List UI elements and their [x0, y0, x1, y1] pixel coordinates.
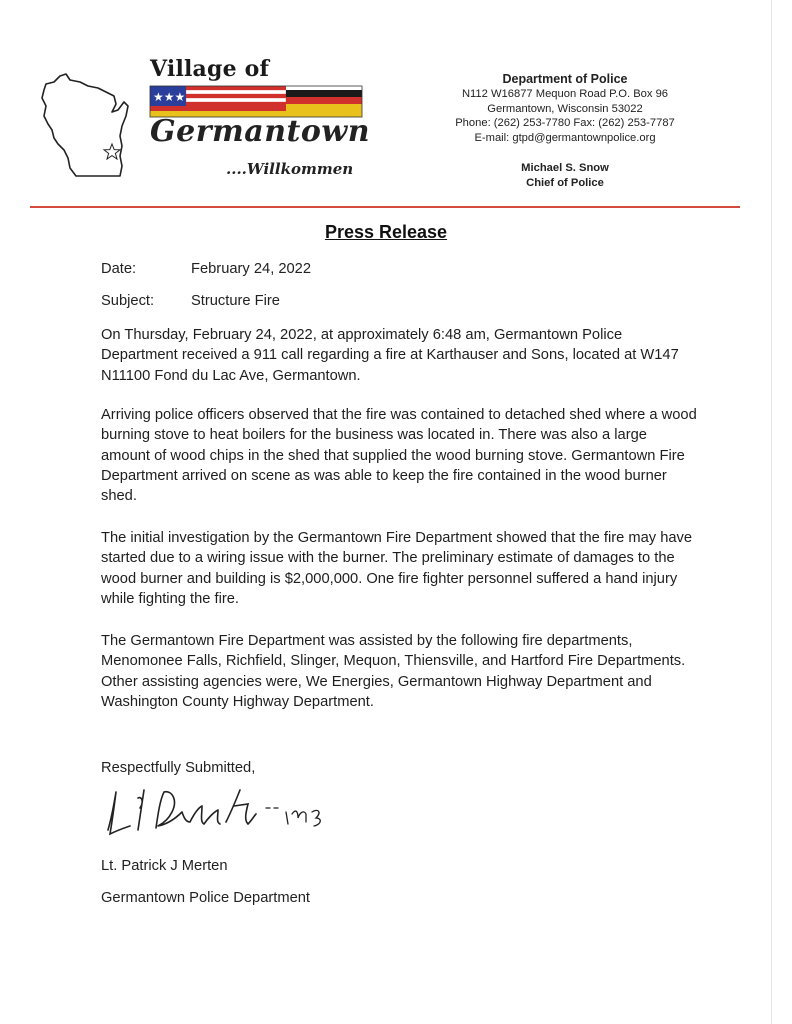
- paragraph-incident: On Thursday, February 24, 2022, at approximately 6:48 am, Germantown Police Department received a 911 call regarding a fire at Karthauser and Sons, located at W147 N11100 Fond du Lac Ave, Germantown.: [101, 327, 679, 384]
- subject-value: Structure Fire: [191, 293, 280, 309]
- closing-line: Respectfully Submitted,: [101, 760, 256, 776]
- village-of-heading: Village of: [150, 56, 270, 82]
- department-phone-fax: Phone: (262) 253-7780 Fax: (262) 253-7787: [455, 117, 675, 130]
- flag-german: [286, 90, 362, 97]
- paragraph-observation: Arriving police officers observed that the fire was contained to detached shed where a wood burning stove to heat boilers for the business was located in. There was also a large amount of wood chips in the shed that supplied the wood burning stove. Germantown Fire Department arrived on scene as was able to keep the fire contained in the wood burner shed.: [101, 407, 697, 505]
- willkommen-tagline: ....Willkommen: [226, 160, 354, 178]
- star-icon: [104, 144, 120, 159]
- signer-name: Lt. Patrick J Merten: [101, 858, 228, 874]
- department-contact-block: [430, 72, 700, 145]
- subject-row: [101, 291, 280, 311]
- header-divider: [30, 206, 740, 208]
- department-address-line-2: Germantown, Wisconsin 53022: [487, 102, 643, 115]
- date-label: Date:: [101, 261, 137, 277]
- page-edge-line: [771, 0, 772, 1024]
- chief-name: Michael S. Snow: [521, 162, 609, 174]
- paragraph-investigation: The initial investigation by the Germantown Fire Department showed that the fire may have started due to a wiring issue with the burner. The preliminary estimate of damages to the wood burner and building is $2,000,000. One fire fighter personnel suffered a hand injury while fighting the fire.: [101, 530, 693, 607]
- paragraph-assistance: The Germantown Fire Department was assisted by the following fire departments, Menomonee Falls, Richfield, Slinger, Mequon, Thiensville, and Hartford Fire Departments. Other assisting agencies were, We Energies, Germantown Highway Department and Washington County Highway Department.: [101, 633, 686, 710]
- wisconsin-outline-icon: [42, 74, 128, 176]
- press-release-title: Press Release: [324, 222, 448, 242]
- date-row: [101, 259, 311, 279]
- signer-organization: Germantown Police Department: [101, 890, 310, 906]
- date-value: February 24, 2022: [191, 261, 312, 277]
- handwritten-signature: [98, 778, 338, 848]
- svg-text:★★★: ★★★: [153, 90, 186, 104]
- chief-title: Chief of Police: [526, 176, 604, 189]
- department-address-line-1: N112 W16877 Mequon Road P.O. Box 96: [461, 88, 669, 101]
- subject-label: Subject:: [101, 293, 155, 309]
- chief-block: [460, 161, 670, 190]
- department-title: Department of Police: [502, 72, 628, 86]
- village-name: Germantown: [150, 114, 371, 149]
- department-email: E-mail: gtpd@germantownpolice.org: [474, 131, 656, 144]
